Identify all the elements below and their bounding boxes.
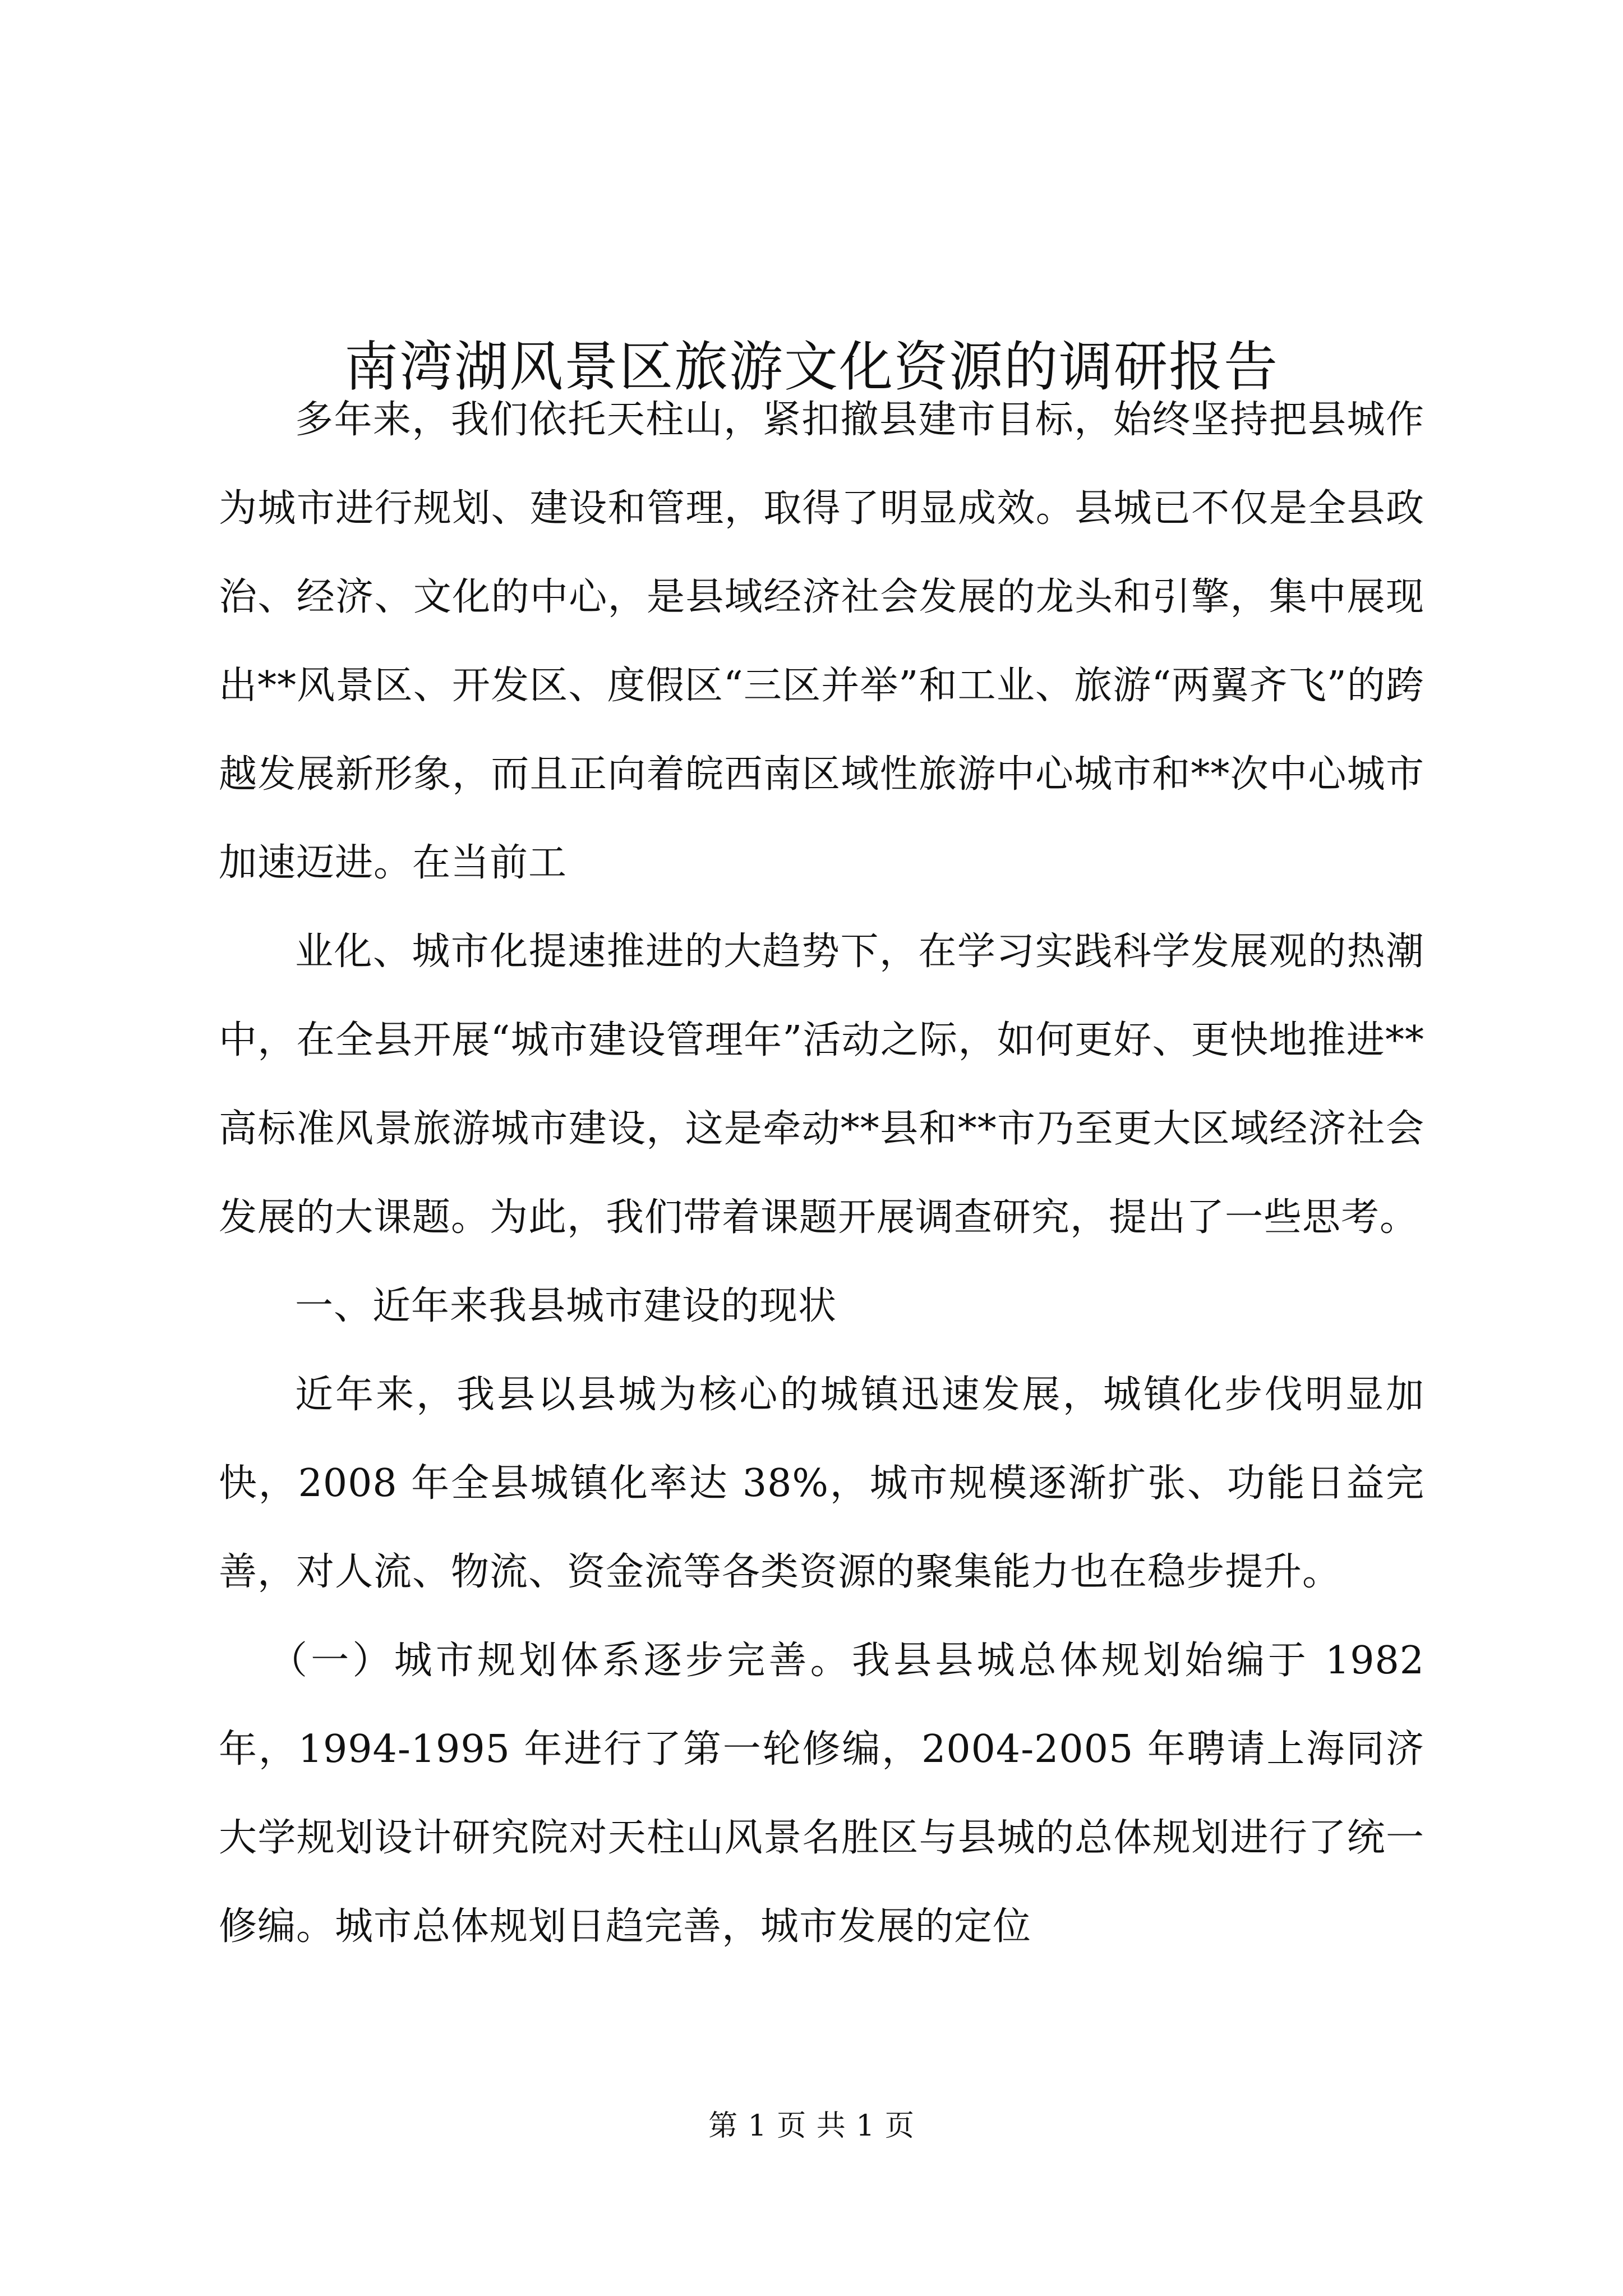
paragraph-intro: 多年来，我们依托天柱山，紧扣撤县建市目标，始终坚持把县城作为城市进行规划、建设和管理，取得了明显成效。县城已不仅是全县政治、经济、文化的中心，是县域经济社会发展的龙头和引擎，集中展现出**风景区、开发区、度假区“三区并举”和工业、旅游“两翼齐飞”的跨越发展新形象，而且正向着皖西南区域性旅游中心城市和**次中心城市加速迈进。在当前工 — [219, 398, 1424, 885]
section-heading-1: 一、近年来我县城市建设的现状 — [295, 1284, 837, 1328]
paragraph-context: 业化、城市化提速推进的大趋势下，在学习实践科学发展观的热潮中，在全县开展“城市建设管理年”活动之际，如何更好、更快地推进**高标准风景旅游城市建设，这是牵动**县和**市乃至更大区域经济社会发展的大课题。为此，我们带着课题开展调查研究，提出了一些思考。 — [219, 930, 1424, 1240]
document-body — [219, 376, 1437, 1971]
paragraph-planning: （一）城市规划体系逐步完善。我县县城总体规划始编于 1982 年，1994-1995 年进行了第一轮修编，2004-2005 年聘请上海同济大学规划设计研究院对天柱山风景名胜区与县城的总体规划进行了统一修编。城市总体规划日趋完善，城市发展的定位 — [219, 1639, 1437, 1949]
page-footer: 第 1 页 共 1 页 — [708, 2109, 915, 2143]
paragraph-status: 近年来，我县以县城为核心的城镇迅速发展，城镇化步伐明显加快，2008 年全县城镇化率达 38%，城市规模逐渐扩张、功能日益完善，对人流、物流、资金流等各类资源的聚集能力也在稳步提升。 — [219, 1373, 1424, 1594]
document-title: 南湾湖风景区旅游文化资源的调研报告 — [344, 335, 1279, 399]
